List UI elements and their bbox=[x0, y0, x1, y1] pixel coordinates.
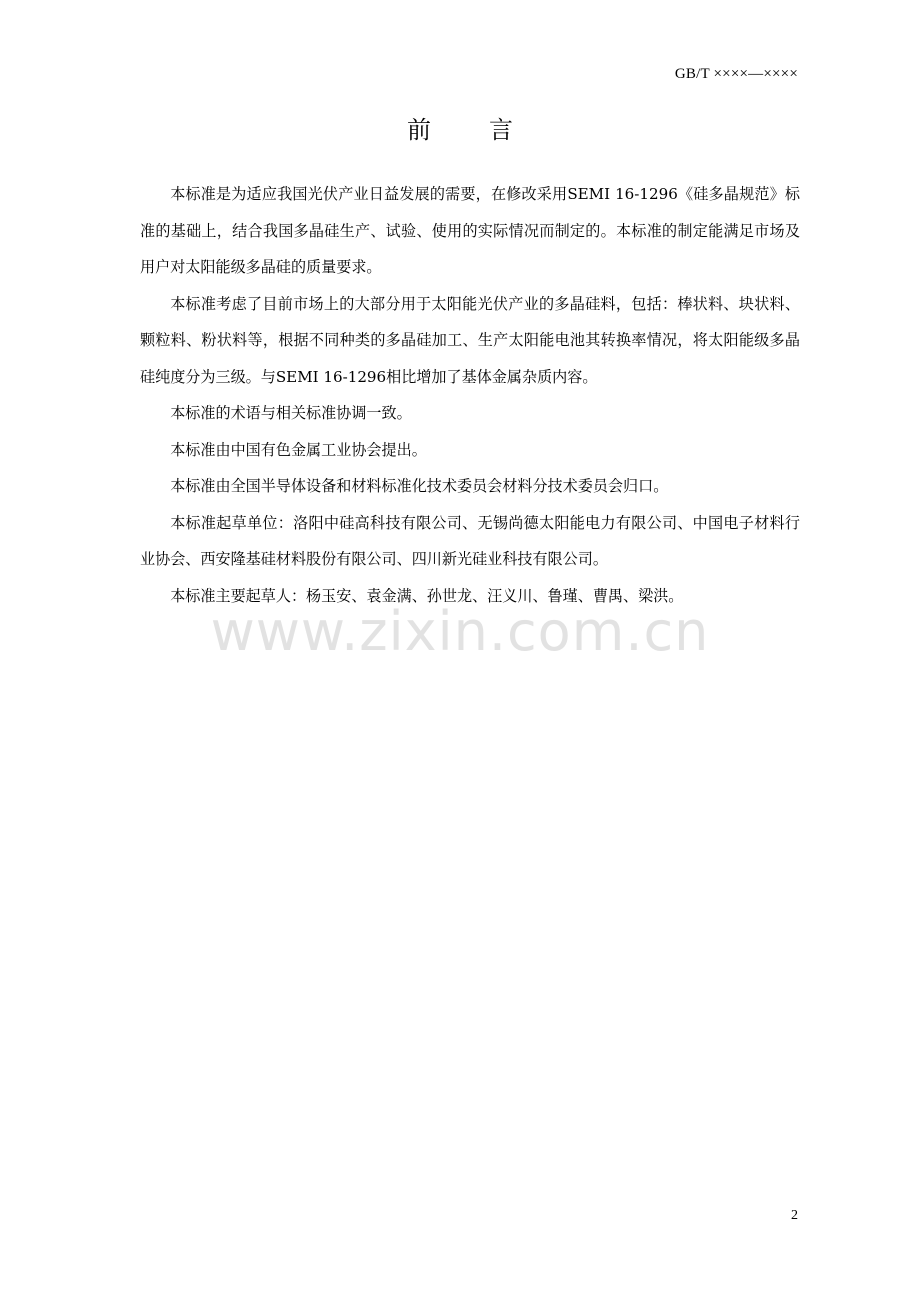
standard-code: GB/T ××××—×××× bbox=[674, 66, 798, 82]
paragraph: 本标准由全国半导体设备和材料标准化技术委员会材料分技术委员会归口。 bbox=[170, 477, 669, 495]
watermark: www.zixin.com.cn bbox=[210, 600, 710, 663]
paragraph: 本标准由中国有色金属工业协会提出。 bbox=[170, 440, 427, 459]
title-char-1: 前 bbox=[407, 116, 431, 144]
foreword-body bbox=[140, 176, 800, 614]
paragraph: 本标准是为适应我国光伏产业日益发展的需要，在修改采用SEMI 16-1296《硅多晶规范》标准的基础上，结合我国多晶硅生产、试验、使用的实际情况而制定的。本标准的制定能满足市场及用户对太阳能级多晶硅的质量要求。 bbox=[140, 185, 800, 276]
paragraph: 本标准的术语与相关标准协调一致。 bbox=[170, 404, 412, 422]
paragraph: 本标准考虑了目前市场上的大部分用于太阳能光伏产业的多晶硅料，包括：棒状料、块状料、颗粒料、粉状料等，根据不同种类的多晶硅加工、生产太阳能电池其转换率情况，将太阳能级多晶硅纯度分为三级。与SEMI 16-1296相比增加了基体金属杂质内容。 bbox=[140, 294, 800, 386]
paragraph: 本标准起草单位：洛阳中硅高科技有限公司、无锡尚德太阳能电力有限公司、中国电子材料行业协会、西安隆基硅材料股份有限公司、四川新光硅业科技有限公司。 bbox=[140, 513, 800, 568]
title-char-2: 言 bbox=[489, 116, 513, 144]
paragraph: 本标准主要起草人：杨玉安、袁金满、孙世龙、汪义川、鲁瑾、曹禺、梁洪。 bbox=[170, 586, 684, 605]
page-title bbox=[0, 110, 920, 145]
page-number: 2 bbox=[791, 1208, 798, 1223]
